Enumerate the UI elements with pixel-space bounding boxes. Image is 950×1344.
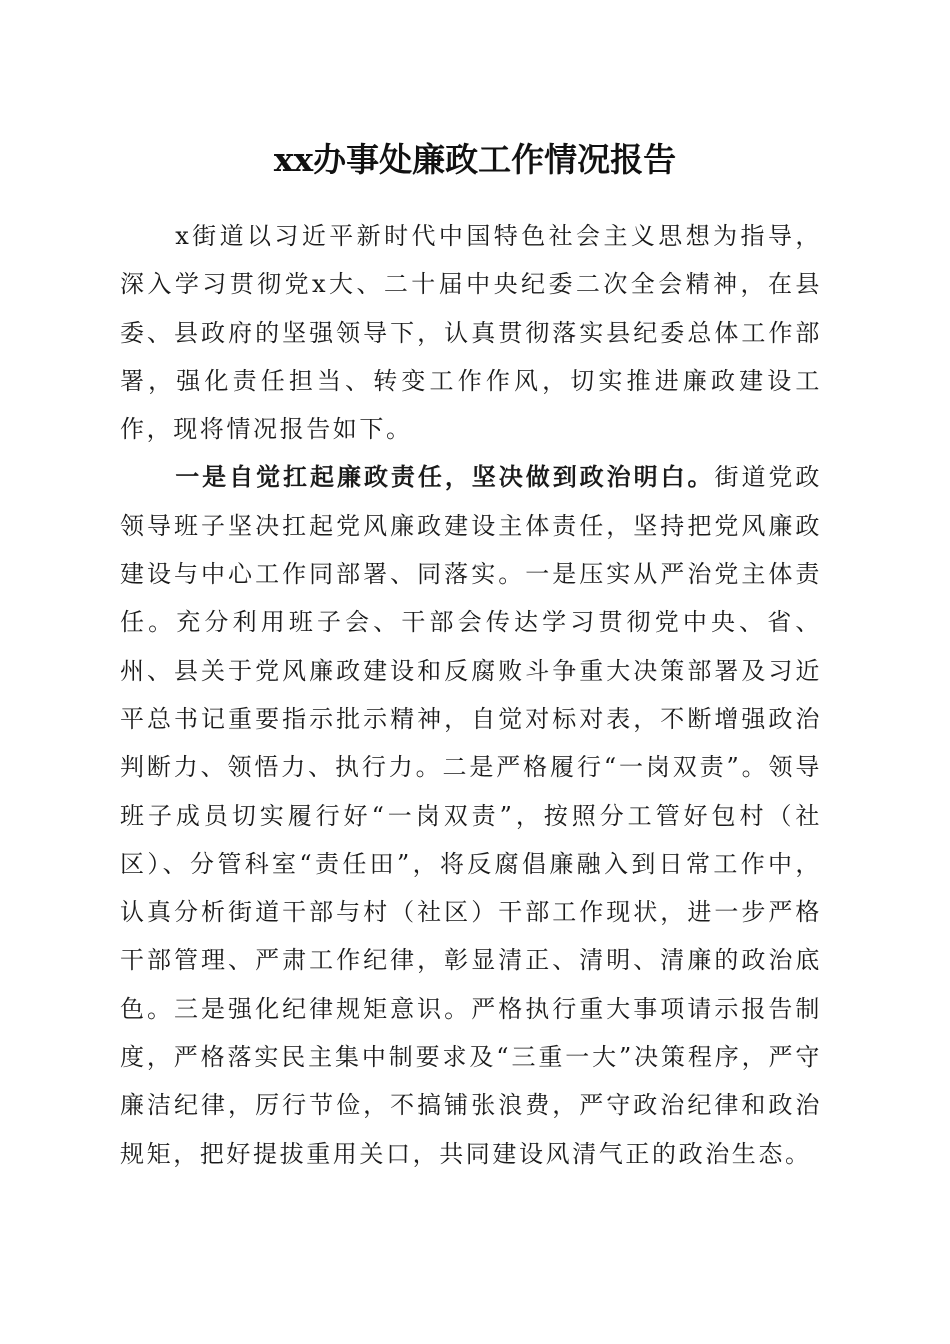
intro-paragraph bbox=[120, 212, 822, 453]
section-one-paragraph bbox=[120, 453, 822, 1177]
section-one-text: 街道党政领导班子坚决扛起党风廉政建设主体责任，坚持把党风廉政建设与中心工作同部署、同落实。一是压实从严治党主体责任。充分利用班子会、干部会传达学习贯彻党中央、省、州、县关于党风廉政建设和反腐败斗争重大决策部署及习近平总书记重要指示批示精神，自觉对标对表，不断增强政治判断力、领悟力、执行力。二是严格履行“一岗双责”。领导班子成员切实履行好“一岗双责”，按照分工管好包村（社区）、分管科室“责任田”，将反腐倡廉融入到日常工作中，认真分析街道干部与村（社区）干部工作现状，进一步严格干部管理、严肃工作纪律，彰显清正、清明、清廉的政治底色。三是强化纪律规矩意识。严格执行重大事项请示报告制度，严格落实民主集中制要求及“三重一大”决策程序，严守廉洁纪律，厉行节俭，不搞铺张浪费，严守政治纪律和政治规矩，把好提拔重用关口，共同建设风清气正的政治生态。 bbox=[120, 463, 822, 1168]
document-title: xx办事处廉政工作情况报告 bbox=[273, 140, 677, 179]
intro-paragraph-text: x街道以习近平新时代中国特色社会主义思想为指导，深入学习贯彻党x大、二十届中央纪委二次全会精神，在县委、县政府的坚强领导下，认真贯彻落实县纪委总体工作部署，强化责任担当、转变工作作风，切实推进廉政建设工作，现将情况报告如下。 bbox=[120, 222, 822, 444]
section-one-heading: 一是自觉扛起廉政责任，坚决做到政治明白。 bbox=[175, 462, 715, 492]
document-body bbox=[120, 212, 822, 1178]
